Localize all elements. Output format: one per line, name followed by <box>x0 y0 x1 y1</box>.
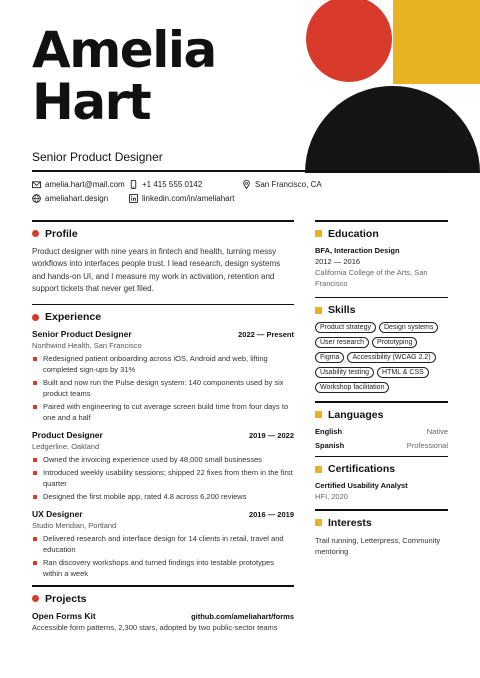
bullet-square-icon <box>315 466 322 473</box>
section-divider <box>315 456 448 458</box>
job-entry <box>32 329 294 423</box>
bullet-dot-icon <box>32 595 39 602</box>
experience-section <box>32 304 294 580</box>
language-level: Professional <box>406 440 448 450</box>
education-degree: BFA, Interaction Design <box>315 245 400 255</box>
skill-tag: User research <box>315 337 369 348</box>
skill-tag: Product strategy <box>315 322 376 333</box>
job-bullet: Owned the invoicing experience used by 48,000 small businesses <box>32 454 294 465</box>
location-icon <box>242 180 251 189</box>
linkedin-icon <box>129 194 138 203</box>
contact-email[interactable] <box>32 180 125 189</box>
contact-linkedin-text: linkedin.com/in/ameliahart <box>142 194 235 203</box>
skill-tag: Usability testing <box>315 367 374 378</box>
job-bullets <box>32 533 294 579</box>
contact-location[interactable] <box>242 180 322 189</box>
mail-icon <box>32 180 41 189</box>
job-title: Senior Product Designer <box>32 329 132 339</box>
profile-text: Product designer with nine years in fintech and health, turning messy workflows into interfaces people trust. I lead research, design systems and hands-on UI, and I measure my work in activation, retention and support tickets that never get filed. <box>32 246 281 293</box>
role-title: Senior Product Designer <box>32 150 163 164</box>
interests-section <box>315 509 448 557</box>
job-entry <box>32 430 294 502</box>
phone-icon <box>129 180 138 189</box>
section-header <box>32 593 294 605</box>
project-entry <box>32 611 294 632</box>
job-org: Northwind Health, San Francisco <box>32 341 142 350</box>
first-name: Amelia <box>32 21 216 79</box>
globe-icon <box>32 194 41 203</box>
education-heading: Education <box>328 227 379 240</box>
job-bullet: Introduced weekly usability sessions; shipped 22 fixes from them in the first quarter <box>32 467 294 489</box>
contact-phone[interactable] <box>129 180 202 189</box>
job-bullet: Paired with engineering to cut average screen build time from four days to one and a half <box>32 401 294 423</box>
contact-phone-text: +1 415 555 0142 <box>142 180 203 189</box>
job-bullet: Built and now run the Pulse design system: 140 components used by six product teams <box>32 377 294 399</box>
decor-yellow-square <box>393 0 480 84</box>
education-years: 2012 — 2016 <box>315 256 361 266</box>
languages-heading: Languages <box>328 408 384 421</box>
contact-website-text: ameliahart.design <box>45 194 109 203</box>
job-dates: 2019 — 2022 <box>248 431 294 440</box>
language-name: English <box>315 426 343 436</box>
certification-meta: HFI, 2020 <box>315 492 348 501</box>
job-entry <box>32 509 294 579</box>
section-divider <box>32 220 294 222</box>
job-bullet: Delivered research and interface design for 14 clients in retail, travel and education <box>32 533 294 555</box>
education-school: California College of the Arts, San Francisco <box>315 267 428 288</box>
bullet-square-icon <box>315 307 322 314</box>
skill-tag: Prototyping <box>372 337 417 348</box>
skill-tag: HTML & CSS <box>377 367 429 378</box>
skills-heading: Skills <box>328 304 356 316</box>
skills-section <box>315 297 448 394</box>
section-divider <box>315 297 448 299</box>
project-name: Open Forms Kit <box>32 610 96 621</box>
section-divider <box>32 304 294 306</box>
skill-tag: Design systems <box>379 322 438 333</box>
interests-text: Trail running, Letterpress, Community mentoring <box>315 535 441 556</box>
contact-website[interactable] <box>32 194 108 203</box>
interests-heading: Interests <box>328 516 372 529</box>
name-heading <box>32 21 216 131</box>
experience-heading: Experience <box>45 311 102 323</box>
section-divider <box>315 401 448 403</box>
section-header <box>315 463 448 475</box>
skill-tag: Workshop facilitation <box>315 382 389 393</box>
section-header <box>315 304 448 316</box>
section-divider <box>315 509 448 511</box>
side-column <box>315 220 448 557</box>
bullet-square-icon <box>315 230 322 237</box>
skill-tags <box>315 322 448 393</box>
project-desc: Accessible form patterns, 2,300 stars, adopted by two public-sector teams <box>32 622 278 632</box>
job-bullets <box>32 353 294 423</box>
contact-linkedin[interactable] <box>129 194 235 203</box>
header-divider <box>32 170 448 172</box>
languages-section <box>315 401 448 450</box>
education-section <box>315 220 448 289</box>
section-header <box>32 311 294 323</box>
skill-tag: Figma <box>315 352 344 363</box>
job-bullet: Designed the first mobile app, rated 4.8 across 6,200 reviews <box>32 491 294 502</box>
certification-name: Certified Usability Analyst <box>315 481 408 490</box>
section-header <box>315 409 448 421</box>
bullet-square-icon <box>315 519 322 526</box>
profile-heading: Profile <box>45 227 78 240</box>
project-link[interactable]: github.com/ameliahart/forms <box>191 611 294 621</box>
projects-section <box>32 585 294 632</box>
job-org: Studio Meridian, Portland <box>32 521 117 530</box>
bullet-square-icon <box>315 411 322 418</box>
main-column <box>32 220 294 632</box>
skill-tag: Accessibility (WCAG 2.2) <box>347 352 435 363</box>
decor-red-circle <box>306 0 392 82</box>
certifications-heading: Certifications <box>328 463 396 475</box>
certifications-section <box>315 456 448 502</box>
language-name: Spanish <box>315 440 345 450</box>
bullet-dot-icon <box>32 314 39 321</box>
language-row <box>315 441 448 450</box>
section-divider <box>315 220 448 222</box>
job-bullets <box>32 454 294 502</box>
section-header <box>315 517 448 529</box>
job-org: Ledgerline, Oakland <box>32 442 100 451</box>
bullet-dot-icon <box>32 230 39 237</box>
section-header <box>32 228 294 240</box>
job-title: Product Designer <box>32 430 103 440</box>
contact-email-text: amelia.hart@mail.com <box>45 180 125 189</box>
section-header <box>315 228 448 240</box>
decor-black-semicircle <box>305 86 480 173</box>
job-dates: 2016 — 2019 <box>248 510 294 519</box>
job-bullet: Ran discovery workshops and turned findings into testable prototypes within a week <box>32 557 294 579</box>
job-dates: 2022 — Present <box>238 330 294 339</box>
job-title: UX Designer <box>32 509 83 519</box>
last-name: Hart <box>32 73 151 131</box>
language-row <box>315 427 448 436</box>
job-bullet: Redesigned patient onboarding across iOS, Android and web, lifting completed sign-ups by 31% <box>32 353 294 375</box>
profile-section <box>32 220 294 296</box>
contact-location-text: San Francisco, CA <box>255 180 322 189</box>
projects-heading: Projects <box>45 592 87 605</box>
section-divider <box>32 585 294 587</box>
language-level: Native <box>426 426 448 436</box>
